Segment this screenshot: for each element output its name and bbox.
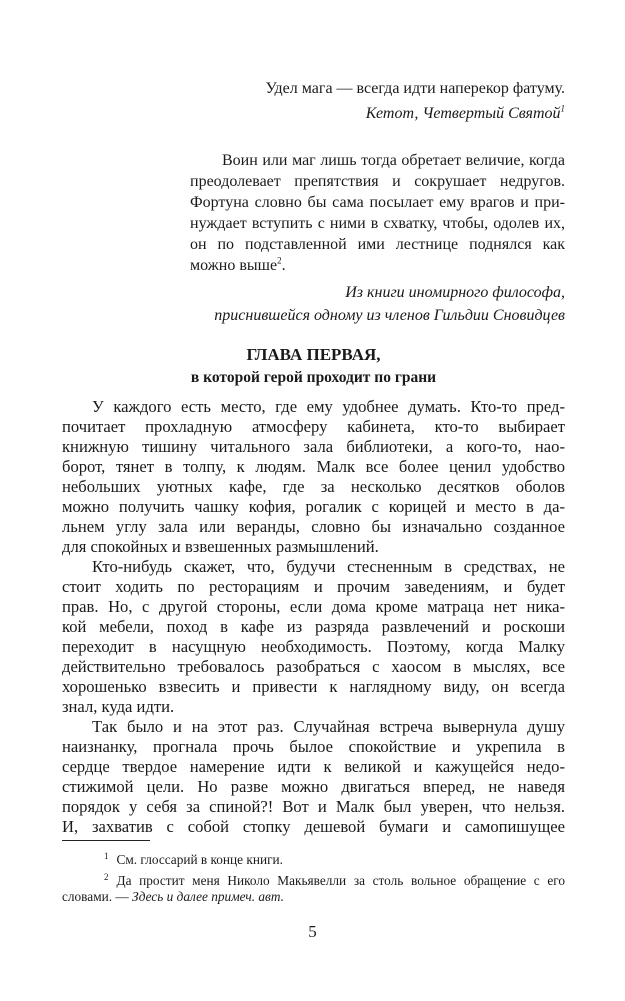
body-line: наизнанку, прогнала прочь былое спокойствие и укрепила в [62, 737, 565, 756]
punct: . [281, 257, 286, 274]
body-text [62, 397, 565, 837]
epigraph-line: Воин или маг лишь тогда обретает величие, когда [222, 152, 565, 169]
body-line: почитает прохладную атмосферу кабинета, кто-то выбирает [62, 417, 565, 436]
body-line: кой мебели, поход в кафе из разряда развлечений и роскоши [62, 617, 565, 636]
body-line: льнем углу зала или веранды, словно бы изначально созданное [62, 517, 565, 536]
epigraph-line: Фортуна словно бы сама посылает ему врагов и при- [190, 194, 565, 211]
footnote-number: 2 [104, 871, 109, 882]
body-line: стижимой цели. Но разве можно двигаться вперед, не наведя [62, 777, 565, 796]
footnote-2 [62, 873, 565, 905]
body-line: знал, куда идти. [62, 697, 175, 716]
footnote-ref: 1 [560, 103, 565, 114]
body-line: книжную тишину читального зала библиотеки, а кого-то, нао- [62, 437, 565, 456]
epigraph-1-text: Удел мага — всегда идти наперекор фатуму. [265, 80, 565, 97]
chapter-subtitle: в которой герой проходит по грани [190, 369, 437, 386]
body-line: И, захватив с собой стопку дешевой бумаги и самопишущее [62, 817, 565, 836]
body-line: порядок у себя за спиной?! Вот и Малк был уверен, что нельзя. [62, 797, 565, 816]
body-line: У каждого есть место, где ему удобнее думать. Кто-то пред- [92, 397, 565, 416]
footnote-ref: 2 [277, 255, 282, 266]
attribution-line: Из книги иномирного философа, [345, 284, 565, 301]
attribution-text: Кетот, Четвертый Святой [365, 105, 561, 122]
footnote-number: 1 [104, 850, 109, 861]
footnote-divider [62, 840, 150, 841]
body-line: сердце твердое намерение идти к великой и кажущейся недо- [62, 757, 565, 776]
epigraph-1 [200, 76, 565, 126]
body-line: Кто-нибудь скажет, что, будучи стесненным в средствах, не [92, 557, 565, 576]
epigraph-1-attribution [200, 101, 565, 126]
body-line: прав. Но, с другой стороны, если дома кроме матраца нет ника- [62, 597, 565, 616]
epigraph-line: он по подставленной ими лестнице поднялся как [190, 236, 565, 253]
body-line: хорошенько взвесить и привести к наглядному виду, он всегда [62, 677, 565, 696]
epigraph-2-attribution [150, 281, 565, 327]
epigraph-line: нуждает вступить с ними в схватку, чтобы, одолев их, [190, 215, 565, 232]
footnote-text: См. глоссарий в конце книги. [116, 852, 283, 867]
body-line: действительно требовалось разобраться с хаосом в мыслях, все [62, 657, 565, 676]
chapter-title: ГЛАВА ПЕРВАЯ, [246, 345, 381, 364]
body-line: стоит ходить по ресторациям и прочим заведениям, и будет [62, 577, 565, 596]
epigraph-line-text: можно выше [190, 257, 278, 274]
body-line: борот, тянет в толпу, к людям. Малк все более ценил удобство [62, 457, 565, 476]
footnote-text: Да простит меня Николо Макьявелли за столь вольное обращение с его словами. — [62, 873, 565, 904]
epigraph-2 [190, 150, 565, 276]
epigraph-line: преодолевает препятствия и сокрушает недругов. [190, 173, 565, 190]
chapter-heading [62, 343, 565, 389]
page-number: 5 [308, 922, 317, 941]
body-line: Так было и на этот раз. Случайная встреча вывернула душу [92, 717, 565, 736]
attribution-line: приснившейся одному из членов Гильдии Сновидцев [214, 307, 565, 324]
epigraph-line-last [190, 255, 565, 276]
body-line: небольших уютных кафе, где за несколько десятков оболов [62, 477, 565, 496]
body-line: можно получить чашку кофия, рогалик с корицей и место в да- [62, 497, 565, 516]
footnote-italic-text: Здесь и далее примеч. авт. [132, 889, 284, 904]
footnotes [62, 852, 565, 910]
body-line: для спокойных и взвешенных размышлений. [62, 537, 379, 556]
footnote-1 [62, 852, 565, 868]
body-line: переходит в насущную необходимость. Поэтому, когда Малку [62, 637, 565, 656]
